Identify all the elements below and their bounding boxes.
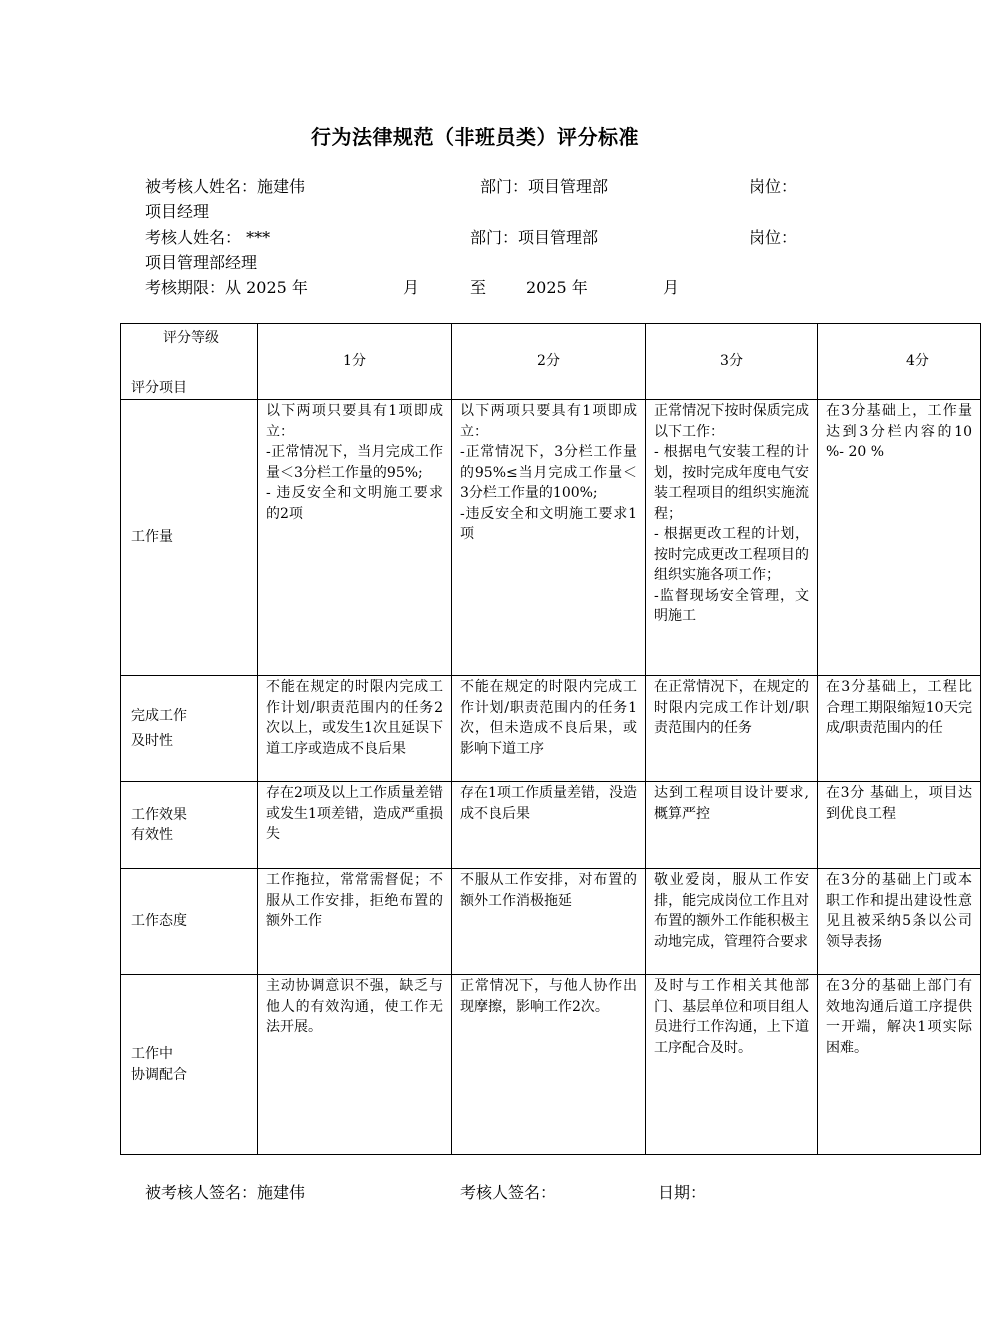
table-cell: 在3分的基础上门或本职工作和提出建设性意见且被采纳5条以公司领导表扬 [818, 869, 981, 975]
row-item-attitude: 工作态度 [121, 869, 258, 975]
table-row [121, 869, 981, 975]
period-from: 考核期限：从 2025 年 [145, 278, 308, 297]
period-month-1: 月 [403, 278, 420, 297]
row-item-timeliness: 完成工作 及时性 [121, 676, 258, 782]
table-cell: 工作拖拉，常常需督促；不服从工作安排，拒绝布置的额外工作 [258, 869, 452, 975]
table-cell: 在3分 基础上，项目达到优良工程 [818, 782, 981, 869]
item-header-label: 评分项目 [131, 380, 187, 396]
period-year-2: 2025 年 [526, 278, 588, 297]
column-header-3: 3分 [646, 324, 818, 400]
scoring-table [120, 323, 981, 1155]
examiner-post-value: 项目管理部经理 [145, 253, 258, 272]
table-cell: 达到工程项目设计要求,概算严控 [646, 782, 818, 869]
table-cell: 以下两项只要具有1项即成立： -正常情况下，当月完成工作量＜3分栏工作量的95%; - 违反安全和文明施工要求的2项 [258, 400, 452, 676]
examiner-dept: 部门：项目管理部 [470, 228, 599, 247]
table-cell: 以下两项只要具有1项即成立： -正常情况下，3分栏工作量的95%≤当月完成工作量＜3分栏工作量的100%; -违反安全和文明施工要求1项 [452, 400, 646, 676]
table-row [121, 676, 981, 782]
table-cell: 存在2项及以上工作质量差错或发生1项差错，造成严重损失 [258, 782, 452, 869]
table-row [121, 400, 981, 676]
table-cell: 在3分的基础上部门有效地沟通后道工序提供一开端，解决1项实际困难。 [818, 975, 981, 1155]
table-cell: 正常情况下按时保质完成以下工作： - 根据电气安装工程的计划，按时完成年度电气安装工程项目的组织实施流程； - 根据更改工程的计划，按时完成更改工程项目的组织实施各项工作； -监督现场安全管理，文明施工 [646, 400, 818, 676]
period-month-2: 月 [663, 278, 680, 297]
examinee-post-label: 岗位： [749, 177, 798, 196]
table-row [121, 975, 981, 1155]
table-header-row [121, 324, 981, 400]
examiner-name: 考核人姓名： *** [145, 228, 271, 247]
examinee-name: 被考核人姓名：施建伟 [145, 177, 306, 196]
table-cell: 在3分基础上，工作量达到3分栏内容的10 %- 20 % [818, 400, 981, 676]
page-title: 行为法律规范（非班员类）评分标准 [311, 125, 639, 149]
column-header-1: 1分 [258, 324, 452, 400]
table-cell: 敬业爱岗，服从工作安排，能完成岗位工作且对布置的额外工作能积极主动地完成，管理符合要求 [646, 869, 818, 975]
period-to: 至 [470, 278, 487, 297]
table-corner-cell [121, 324, 258, 400]
table-cell: 不服从工作安排，对布置的额外工作消极拖延 [452, 869, 646, 975]
grade-header-label: 评分等级 [163, 330, 219, 346]
row-item-effectiveness: 工作效果 有效性 [121, 782, 258, 869]
examinee-signature: 被考核人签名：施建伟 [145, 1183, 306, 1202]
column-header-2: 2分 [452, 324, 646, 400]
examiner-signature: 考核人签名： [460, 1183, 557, 1202]
table-cell: 不能在规定的时限内完成工作计划/职责范围内的任务2次以上，或发生1次且延误下道工序或造成不良后果 [258, 676, 452, 782]
row-item-coordination: 工作中 协调配合 [121, 975, 258, 1155]
table-cell: 主动协调意识不强，缺乏与他人的有效沟通，使工作无法开展。 [258, 975, 452, 1155]
table-cell: 在正常情况下，在规定的时限内完成工作计划/职责范围内的任务 [646, 676, 818, 782]
table-row [121, 782, 981, 869]
examiner-post-label: 岗位： [749, 228, 798, 247]
table-cell: 及时与工作相关其他部门、基层单位和项目组人员进行工作沟通，上下道工序配合及时。 [646, 975, 818, 1155]
table-cell: 在3分基础上，工程比合理工期限缩短10天完成/职责范围内的任 [818, 676, 981, 782]
column-header-4: 4分 [818, 324, 981, 400]
table-cell: 正常情况下，与他人协作出现摩擦，影响工作2次。 [452, 975, 646, 1155]
row-item-workload: 工作量 [121, 400, 258, 676]
sign-date: 日期： [658, 1183, 707, 1202]
table-cell: 存在1项工作质量差错，没造成不良后果 [452, 782, 646, 869]
table-cell: 不能在规定的时限内完成工作计划/职责范围内的任务1次，但未造成不良后果，或影响下道工序 [452, 676, 646, 782]
examinee-dept: 部门：项目管理部 [480, 177, 609, 196]
examinee-post-value: 项目经理 [145, 202, 210, 221]
